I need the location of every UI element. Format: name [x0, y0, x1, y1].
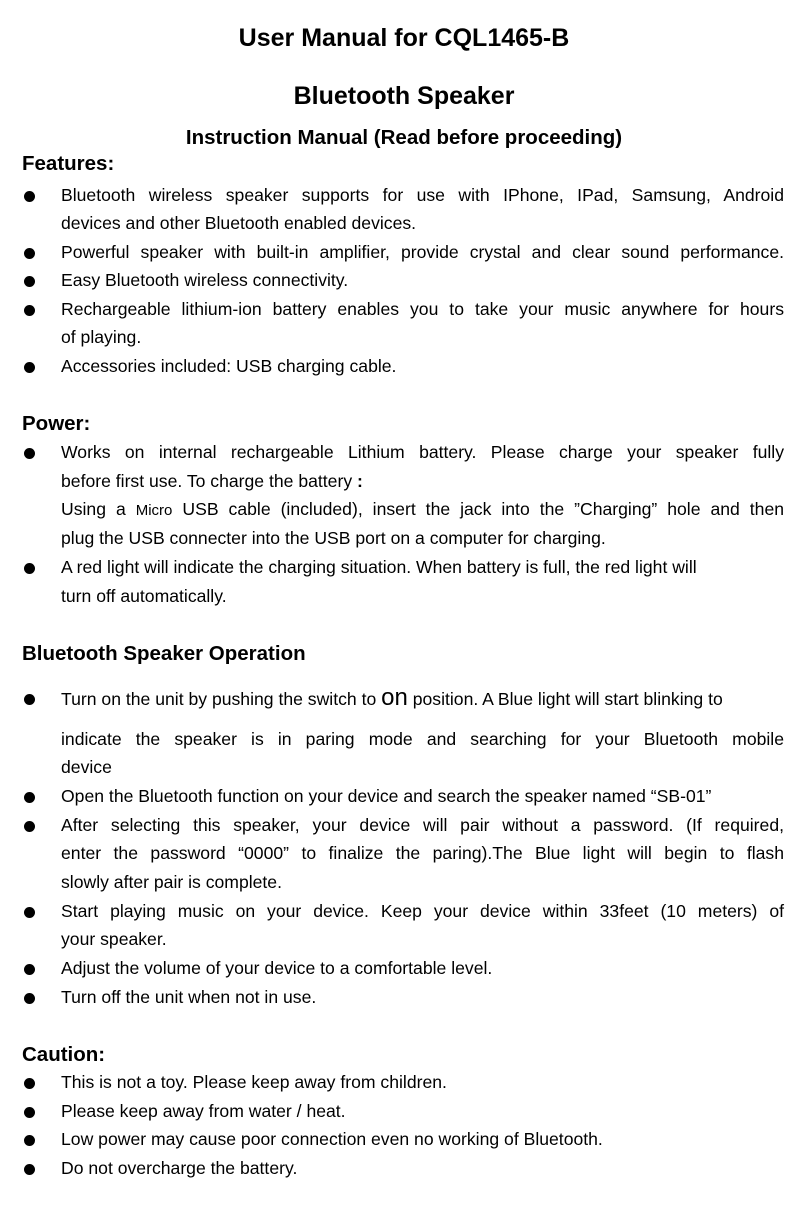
power-line-text: before first use. To charge the battery — [61, 471, 353, 491]
power-line: Works on internal rechargeable Lithium battery. Please charge your speaker fully — [61, 442, 784, 462]
power-line: turn off automatically. — [61, 586, 227, 606]
features-line: Easy Bluetooth wireless connectivity. — [61, 270, 349, 290]
bullet-icon — [24, 563, 35, 574]
features-line: Bluetooth wireless speaker supports for use with IPhone, IPad, Samsung, Android — [61, 185, 784, 205]
bullet-icon — [24, 964, 35, 975]
bullet-icon — [24, 993, 35, 1004]
operation-line: After selecting this speaker, your device will pair without a password. (If required, — [61, 815, 784, 835]
operation-line: enter the password “0000” to finalize the paring).The Blue light will begin to flash — [61, 843, 784, 863]
features-line: Rechargeable lithium-ion battery enables you to take your music anywhere for hours — [61, 299, 784, 319]
bullet-icon — [24, 694, 35, 705]
power-heading: Power: — [22, 412, 91, 435]
power-line — [61, 471, 363, 492]
operation-line: slowly after pair is complete. — [61, 872, 282, 892]
bullet-icon — [24, 1078, 35, 1089]
caution-line: Low power may cause poor connection even no working of Bluetooth. — [61, 1129, 603, 1149]
operation-line: Adjust the volume of your device to a comfortable level. — [61, 958, 493, 978]
bullet-icon — [24, 248, 35, 259]
power-line — [61, 499, 784, 520]
bullet-icon — [24, 1107, 35, 1118]
operation-line-text: position. A Blue light will start blinking to — [412, 689, 723, 709]
caution-line: Do not overcharge the battery. — [61, 1158, 298, 1178]
operation-line — [61, 684, 723, 712]
operation-line: your speaker. — [61, 929, 167, 949]
bullet-icon — [24, 1164, 35, 1175]
caution-heading: Caution: — [22, 1043, 106, 1066]
on-label: on — [381, 684, 408, 711]
bullet-icon — [24, 191, 35, 202]
power-line: plug the USB connecter into the USB port on a computer for charging. — [61, 528, 606, 548]
bullet-icon — [24, 1135, 35, 1146]
operation-line: Start playing music on your device. Keep your device within 33feet (10 meters) of — [61, 901, 784, 921]
operation-line-text: Turn on the unit by pushing the switch to — [61, 689, 377, 709]
operation-heading: Bluetooth Speaker Operation — [22, 642, 306, 665]
instruction-subtitle: Instruction Manual (Read before proceeding) — [185, 126, 623, 149]
bullet-icon — [24, 362, 35, 373]
features-line: of playing. — [61, 327, 142, 347]
caution-line: Please keep away from water / heat. — [61, 1101, 346, 1121]
bullet-icon — [24, 305, 35, 316]
product-title: Bluetooth Speaker — [293, 82, 515, 110]
power-line-text: Using a — [61, 499, 126, 519]
features-line: devices and other Bluetooth enabled devices. — [61, 213, 417, 233]
bullet-icon — [24, 821, 35, 832]
bullet-icon — [24, 276, 35, 287]
manual-title: User Manual for CQL1465-B — [238, 24, 570, 52]
operation-line: Turn off the unit when not in use. — [61, 987, 317, 1007]
caution-line: This is not a toy. Please keep away from children. — [61, 1072, 447, 1092]
bullet-icon — [24, 907, 35, 918]
power-line-text: USB cable (included), insert the jack into the ”Charging” hole and then — [182, 499, 785, 519]
features-heading: Features: — [22, 152, 115, 175]
micro-label: Micro — [135, 502, 173, 519]
bullet-icon — [24, 792, 35, 803]
bullet-icon — [24, 448, 35, 459]
power-line: A red light will indicate the charging situation. When battery is full, the red light will — [61, 557, 697, 577]
operation-line: indicate the speaker is in paring mode and searching for your Bluetooth mobile — [61, 729, 784, 749]
features-line: Accessories included: USB charging cable. — [61, 356, 397, 376]
power-line-colon: : — [357, 471, 363, 491]
operation-line: Open the Bluetooth function on your device and search the speaker named “SB-01” — [61, 786, 712, 806]
operation-line: device — [61, 757, 112, 777]
features-line: Powerful speaker with built-in amplifier, provide crystal and clear sound performance. — [61, 242, 784, 262]
